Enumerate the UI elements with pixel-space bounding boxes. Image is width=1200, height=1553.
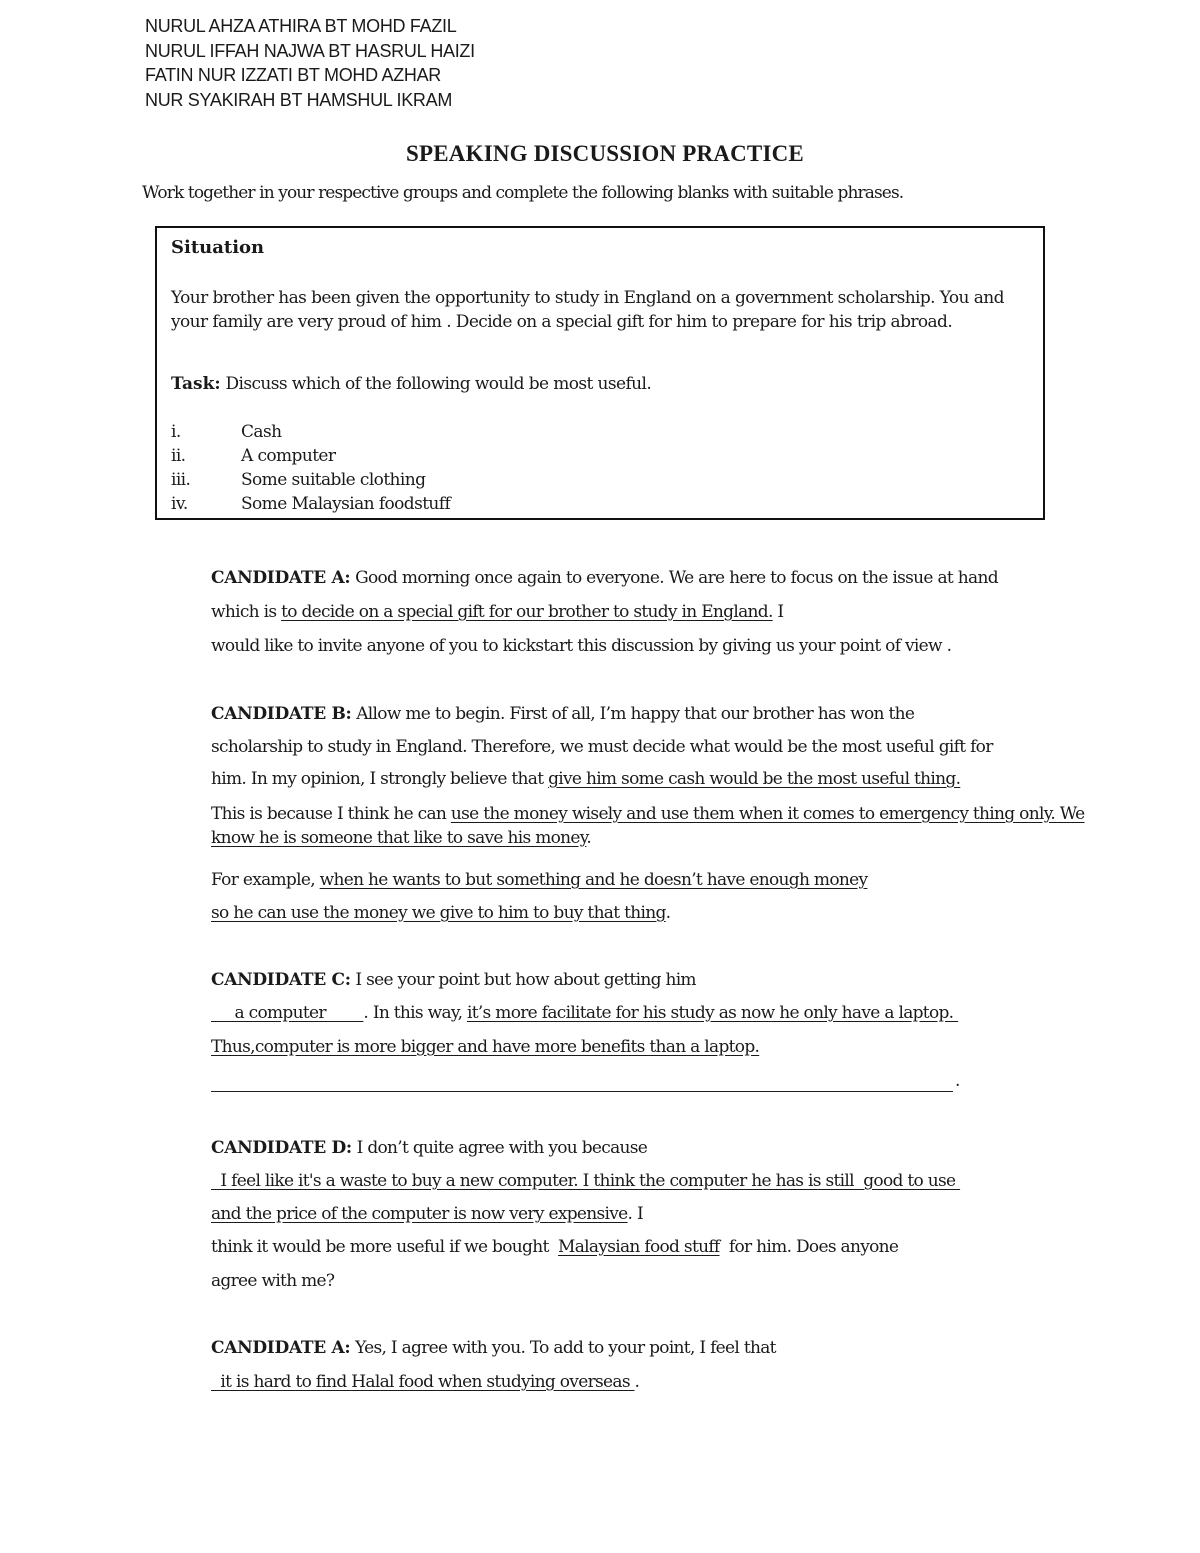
- dialogue-text: This is because I think he can: [211, 804, 451, 824]
- dialogue-text: . I: [627, 1204, 643, 1224]
- dialogue-line: [211, 1372, 639, 1392]
- option-number: ii.: [171, 446, 186, 466]
- dialogue-line: [211, 903, 670, 923]
- list-item: [171, 420, 450, 444]
- speaker-label: CANDIDATE A:: [211, 1338, 351, 1358]
- dialogue-line: [211, 1204, 643, 1224]
- task-label: Task:: [171, 374, 221, 394]
- answer-text: know he is someone that like to save his money: [211, 828, 587, 848]
- situation-heading: Situation: [171, 237, 265, 258]
- answer-text: Thus,computer is more bigger and have more benefits than a laptop.: [211, 1037, 760, 1057]
- dialogue-line: scholarship to study in England. Therefore, we must decide what would be the most useful gift for: [211, 737, 993, 757]
- answer-text: Malaysian food stuff: [558, 1237, 720, 1257]
- dialogue-text: for him. Does anyone: [719, 1237, 899, 1257]
- student-name: FATIN NUR IZZATI BT MOHD AZHAR: [145, 65, 442, 85]
- answer-text: give him some cash would be the most useful thing.: [548, 769, 961, 789]
- option-text: Cash: [241, 422, 282, 442]
- dialogue-text: think it would be more useful if we bought: [211, 1237, 558, 1257]
- situation-text: Your brother has been given the opportunity to study in England on a government scholarship. You and your family are very proud of him . Decide on a special gift for him to prepare for his trip abroad.: [171, 288, 1004, 332]
- dialogue-line: [211, 970, 696, 990]
- answer-text: a computer: [211, 1003, 364, 1023]
- student-name: NUR SYAKIRAH BT HAMSHUL IKRAM: [145, 89, 453, 110]
- dialogue-line: [211, 1338, 776, 1358]
- dialogue-line: agree with me?: [211, 1271, 335, 1291]
- dialogue-text: I don’t quite agree with you because: [351, 1138, 648, 1158]
- dialogue-line: [211, 1171, 960, 1191]
- student-name: NURUL IFFAH NAJWA BT HASRUL HAIZI: [145, 40, 475, 61]
- dialogue-text: I: [772, 602, 784, 622]
- answer-blank-line: [211, 1091, 953, 1092]
- answer-text: use the money wisely and use them when it comes to emergency thing only. We: [450, 804, 1085, 824]
- dialogue-line: would like to invite anyone of you to kickstart this discussion by giving us your point of view .: [211, 636, 952, 656]
- page-title: SPEAKING DISCUSSION PRACTICE: [406, 141, 804, 166]
- dialogue-text: Allow me to begin. First of all, I’m happy that our brother has won the: [351, 704, 915, 724]
- list-item: [171, 444, 450, 468]
- dialogue-text: . In this way,: [363, 1003, 467, 1023]
- dialogue-text: Good morning once again to everyone. We are here to focus on the issue at hand: [350, 568, 998, 588]
- student-name: NURUL AHZA ATHIRA BT MOHD FAZIL: [145, 16, 457, 36]
- dialogue-line: [211, 804, 1085, 824]
- dialogue-text: Yes, I agree with you. To add to your point, I feel that: [350, 1338, 776, 1358]
- dialogue-line: [211, 769, 960, 789]
- dialogue-text: .: [586, 828, 592, 848]
- answer-text: to decide on a special gift for our brother to study in England.: [281, 602, 773, 622]
- dialogue-line: [211, 704, 914, 724]
- dialogue-line: [211, 1237, 898, 1257]
- dialogue-text: .: [665, 903, 671, 923]
- dialogue-text: him. In my opinion, I strongly believe that: [211, 769, 549, 789]
- answer-text: and the price of the computer is now very expensive: [211, 1204, 628, 1224]
- dialogue-line: [211, 1037, 759, 1057]
- dialogue-line: [211, 1003, 958, 1023]
- answer-text: it’s more facilitate for his study as now he only have a laptop.: [466, 1003, 959, 1023]
- option-number: iv.: [171, 494, 188, 514]
- dialogue-line: [211, 1138, 647, 1158]
- dialogue-line: [211, 568, 998, 588]
- dialogue-line: [211, 870, 867, 890]
- task-line: [171, 372, 651, 396]
- list-item: [171, 492, 450, 516]
- dialogue-line: [211, 828, 591, 848]
- options-list: [171, 420, 450, 516]
- student-names: [145, 14, 475, 112]
- answer-text: I feel like it's a waste to buy a new computer. I think the computer he has is still good to use: [211, 1171, 961, 1191]
- option-text: Some suitable clothing: [241, 470, 426, 490]
- dialogue-text: For example,: [211, 870, 320, 890]
- option-text: Some Malaysian foodstuff: [241, 494, 451, 514]
- speaker-label: CANDIDATE D:: [211, 1138, 352, 1158]
- dialogue-text: .: [955, 1071, 960, 1091]
- speaker-label: CANDIDATE B:: [211, 704, 352, 724]
- list-item: [171, 468, 450, 492]
- dialogue-text: which is: [211, 602, 282, 622]
- speaker-label: CANDIDATE A:: [211, 568, 351, 588]
- speaker-label: CANDIDATE C:: [211, 970, 351, 990]
- dialogue-text: .: [634, 1372, 640, 1392]
- option-text: A computer: [241, 446, 336, 466]
- situation-box: [155, 226, 1045, 520]
- answer-text: so he can use the money we give to him to buy that thing: [211, 903, 666, 923]
- option-number: iii.: [171, 470, 191, 490]
- answer-text: it is hard to find Halal food when studying overseas: [211, 1372, 635, 1392]
- task-text: Discuss which of the following would be most useful.: [220, 374, 652, 394]
- answer-text: when he wants to but something and he doesn’t have enough money: [319, 870, 868, 890]
- dialogue-text: I see your point but how about getting him: [350, 970, 696, 990]
- instruction-text: Work together in your respective groups and complete the following blanks with suitable phrases.: [142, 183, 904, 203]
- dialogue-line: [211, 602, 783, 622]
- option-number: i.: [171, 422, 181, 442]
